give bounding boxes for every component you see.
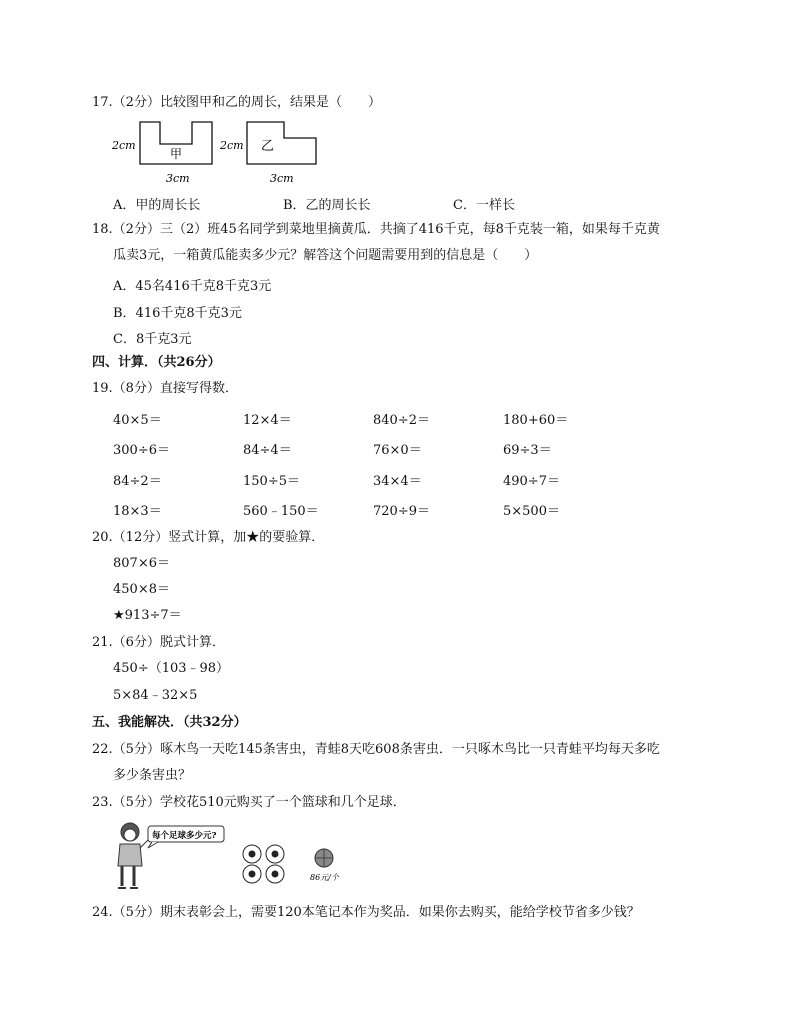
q18-option-c[interactable]: C．8千克3元 <box>113 332 192 347</box>
q22-stem-line2: 多少条害虫？ <box>113 768 192 783</box>
q17-stem: 17.（2分）比较图甲和乙的周长，结果是（ ） <box>92 95 381 110</box>
q20-item-3: ★913÷7＝ <box>113 608 182 623</box>
q18-option-b[interactable]: B．416千克8千克3元 <box>113 306 242 321</box>
jia-width-label: 3cm <box>166 172 190 185</box>
q19-r2-c3: 76×0＝ <box>373 443 422 458</box>
q19-r3-c1: 84÷2＝ <box>113 474 162 489</box>
q19-r1-c4: 180+60＝ <box>503 413 569 428</box>
q19-r4-c2: 560﹣150＝ <box>243 504 319 519</box>
q17-option-b[interactable]: B．乙的周长长 <box>283 198 371 213</box>
jia-name: 甲 <box>170 147 183 161</box>
basketball-icon <box>315 849 333 867</box>
q18-stem-line1: 18.（2分）三（2）班45名同学到菜地里摘黄瓜．共摘了416千克，每8千克装一箱，如果每千克黄 <box>92 222 660 237</box>
q19-stem: 19.（8分）直接写得数． <box>92 381 238 396</box>
q24-stem: 24.（5分）期末表彰会上，需要120本笔记本作为奖品．如果你去购买，能给学校节省多少钱？ <box>92 905 640 920</box>
q19-r3-c3: 34×4＝ <box>373 474 422 489</box>
q19-r1-c3: 840÷2＝ <box>373 413 430 428</box>
q20-item-1: 807×6＝ <box>113 556 170 571</box>
q19-r1-c1: 40×5＝ <box>113 413 162 428</box>
yi-height-label: 2cm <box>220 139 244 152</box>
q17-option-c[interactable]: C．一样长 <box>453 198 515 213</box>
yi-name: 乙 <box>261 139 275 154</box>
q17-option-a[interactable]: A．甲的周长长 <box>113 198 201 213</box>
soccer-ball-icon <box>266 865 284 883</box>
soccer-ball-icon <box>266 845 284 863</box>
q21-item-2: 5×84﹣32×5 <box>113 688 198 703</box>
soccer-ball-icon <box>243 845 261 863</box>
q19-r2-c4: 69÷3＝ <box>503 443 552 458</box>
figure-yi <box>219 122 316 185</box>
q21-stem: 21.（6分）脱式计算． <box>92 635 225 650</box>
q19-r4-c4: 5×500＝ <box>503 504 560 519</box>
q20-stem: 20.（12分）竖式计算，加★的要验算． <box>92 530 325 545</box>
q21-item-1: 450÷（103﹣98） <box>113 661 230 676</box>
q23-illustration <box>112 820 352 896</box>
basketball-price: 86元/个 <box>310 873 339 882</box>
q19-r4-c3: 720÷9＝ <box>373 504 430 519</box>
speech-bubble <box>148 826 224 848</box>
q19-r2-c1: 300÷6＝ <box>113 443 170 458</box>
soccer-ball-icon <box>243 865 261 883</box>
boy-figure <box>118 823 150 888</box>
soccer-balls <box>243 845 284 883</box>
section-5-title: 五、我能解决．（共32分） <box>92 715 247 730</box>
q18-stem-line2: 瓜卖3元，一箱黄瓜能卖多少元？解答这个问题需要用到的信息是（ ） <box>113 248 538 263</box>
q17-figures <box>104 114 334 188</box>
q23-stem: 23.（5分）学校花510元购买了一个篮球和几个足球． <box>92 795 406 810</box>
jia-height-label: 2cm <box>112 139 136 152</box>
q19-r4-c1: 18×3＝ <box>113 504 162 519</box>
q22-stem-line1: 22.（5分）啄木鸟一天吃145条害虫，青蛙8天吃608条害虫．一只啄木鸟比一只青蛙平均每天多吃 <box>92 742 660 757</box>
section-4-title: 四、计算．（共26分） <box>92 355 221 370</box>
q18-option-a[interactable]: A．45名416千克8千克3元 <box>113 279 272 294</box>
speech-text: 每个足球多少元? <box>152 831 217 841</box>
q20-item-2: 450×8＝ <box>113 582 170 597</box>
q19-r1-c2: 12×4＝ <box>243 413 292 428</box>
q19-r3-c2: 150÷5＝ <box>243 474 300 489</box>
q19-r2-c2: 84÷4＝ <box>243 443 292 458</box>
q19-r3-c4: 490÷7＝ <box>503 474 560 489</box>
yi-width-label: 3cm <box>270 172 294 185</box>
figure-jia <box>111 122 212 185</box>
